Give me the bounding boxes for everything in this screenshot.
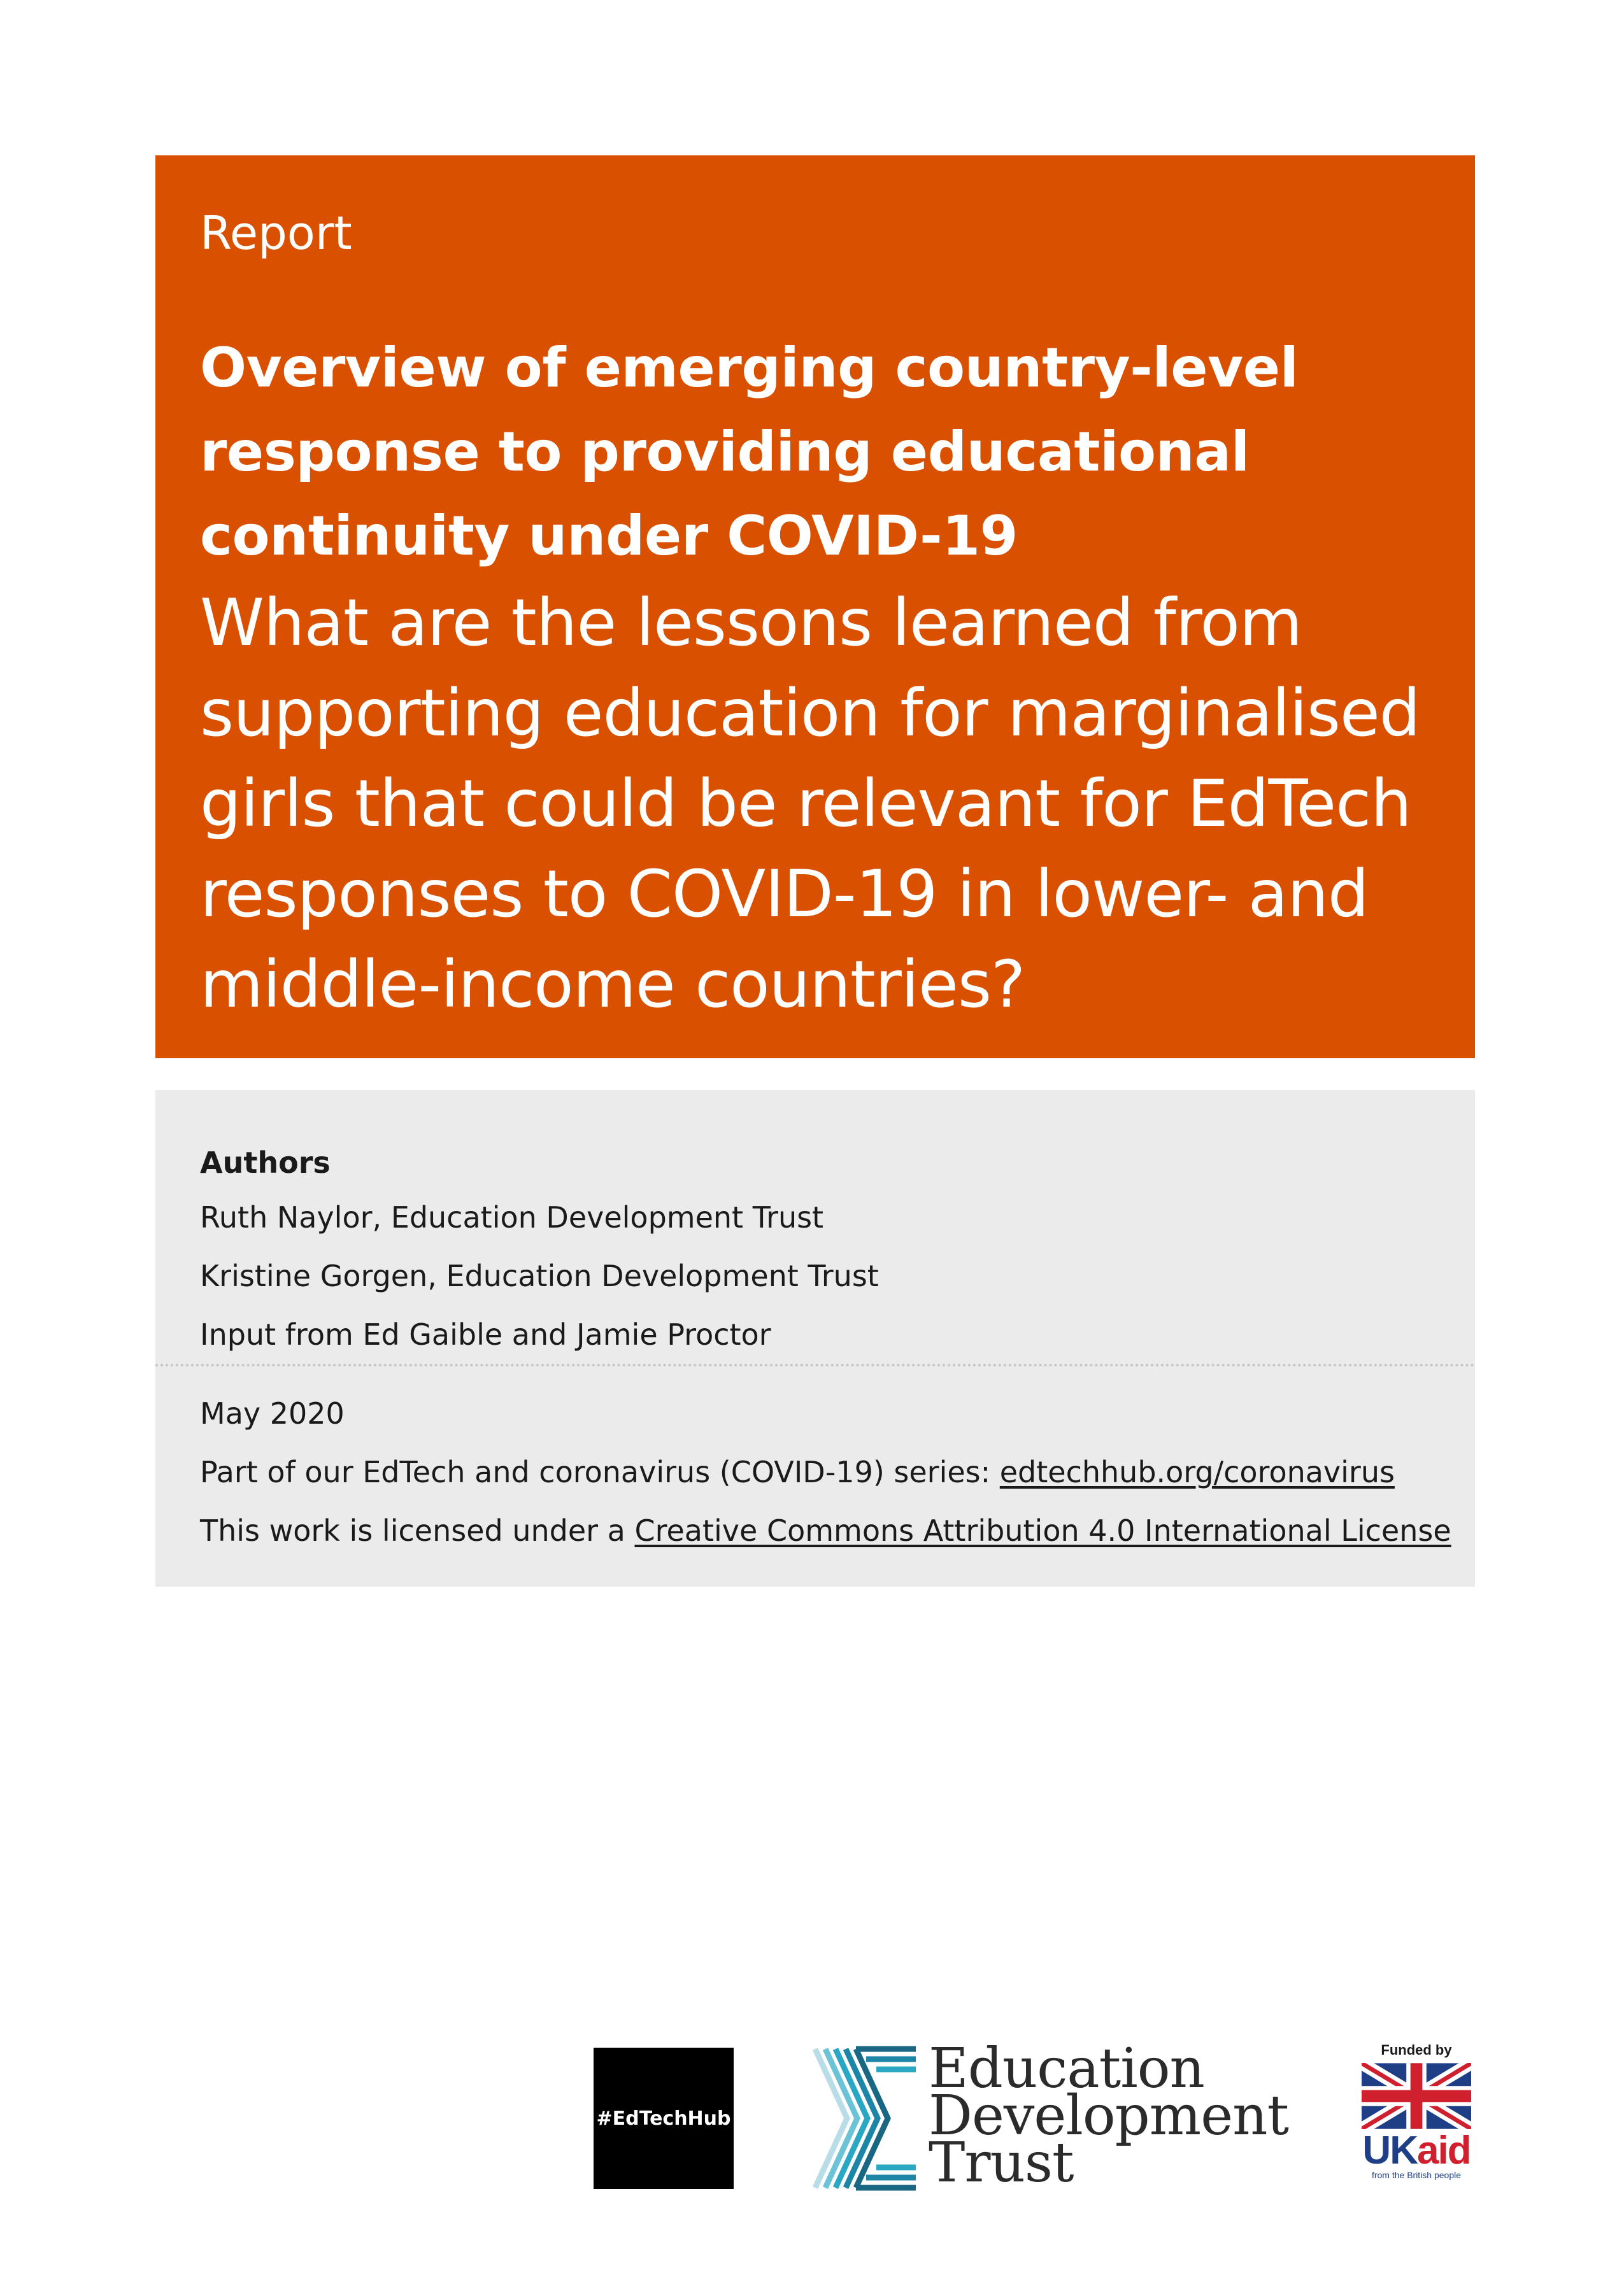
series-line [200, 1443, 1449, 1501]
union-jack-icon [1362, 2063, 1471, 2129]
education-development-trust-logo [811, 2037, 1295, 2195]
license-link[interactable]: Creative Commons Attribution 4.0 International License [634, 1513, 1451, 1548]
edt-chevron-icon [811, 2045, 920, 2192]
subtitle-line: supporting education for marginalised [200, 676, 1420, 751]
edtechhub-logo [594, 2048, 734, 2189]
authors-panel [155, 1090, 1475, 1587]
ukaid-tagline: from the British people [1371, 2170, 1462, 2180]
author-entry: Input from Ed Gaible and Jamie Proctor [200, 1317, 771, 1352]
ukaid-wordmark [1359, 2129, 1474, 2172]
edt-wordmark-line: Trust [929, 2131, 1074, 2195]
ukaid-uk: UK [1362, 2129, 1417, 2172]
title-banner [155, 155, 1475, 1058]
authors-heading: Authors [200, 1145, 331, 1180]
ukaid-aid: aid [1416, 2129, 1471, 2172]
dotted-divider [155, 1364, 1475, 1366]
author-entry: Ruth Naylor, Education Development Trust [200, 1200, 824, 1235]
subtitle-line: girls that could be relevant for EdTech [200, 766, 1411, 842]
edt-wordmark-line: Education [929, 2037, 1204, 2101]
subtitle-line: responses to COVID-19 in lower- and [200, 856, 1369, 932]
subtitle-line: What are the lessons learned from [200, 585, 1302, 661]
edt-wordmark [929, 2037, 1289, 2195]
authors-block [200, 1137, 1430, 1364]
edt-wordmark-line: Development [929, 2084, 1289, 2148]
license-line [200, 1501, 1449, 1560]
main-title-line: response to providing educational [200, 420, 1250, 484]
author-entry: Kristine Gorgen, Education Development Trust [200, 1259, 879, 1293]
main-title [200, 326, 1430, 578]
main-title-line: continuity under COVID-19 [200, 504, 1018, 568]
license-prefix: This work is licensed under a [200, 1513, 635, 1548]
series-link[interactable]: edtechhub.org/coronavirus [999, 1455, 1395, 1489]
subtitle-line: middle-income countries? [200, 947, 1025, 1023]
publication-date: May 2020 [200, 1396, 345, 1431]
subtitle [200, 578, 1430, 1030]
edtechhub-logo-text: #EdTechHub [596, 2107, 731, 2130]
main-title-line: Overview of emerging country-level [200, 336, 1299, 400]
series-prefix: Part of our EdTech and coronavirus (COVID-19) series: [200, 1455, 1000, 1489]
ukaid-logo [1359, 2041, 1474, 2194]
funded-by-label: Funded by [1381, 2042, 1452, 2058]
publication-info [200, 1384, 1449, 1560]
document-type-label: Report [200, 206, 352, 260]
